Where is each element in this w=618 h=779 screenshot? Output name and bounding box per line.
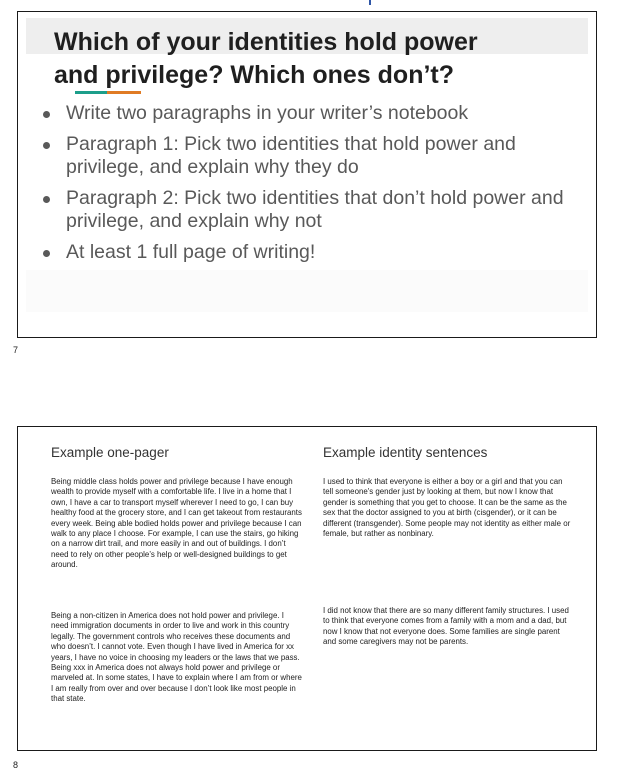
bullet-text: Paragraph 2: Pick two identities that don’t hold power and privilege, and explain why not bbox=[66, 187, 564, 232]
title-underline-teal bbox=[75, 91, 107, 94]
slide-7 bbox=[17, 11, 597, 338]
title-underline-orange bbox=[107, 91, 141, 94]
paragraph: I used to think that everyone is either a boy or a girl and that you can tell someone's gender just by looking at them, but now I know that gender is something that you get to choose. It can be the same as the sex that the doctor assigned to you at birth (cisgender), or it can be different (transgender). Some people may not identity as either male or female, but rather as nonbinary. bbox=[323, 477, 571, 539]
paragraph: Being middle class holds power and privilege because I have enough wealth to provide myself with a comfortable life. I live in a home that I own, I have a car to transport myself wherever I need to go, I can buy healthy food at the grocery store, and I can get takeout from restaurants every week. Being able bodied holds power and privilege because I can walk to any place I choose. For example, I can use the stairs, go hiking on a narrow dirt trail, and more easily in and out of buildings. I don’t need to rely on other people’s help or well-designed buildings to get around. bbox=[51, 477, 302, 570]
bullet-list bbox=[40, 102, 590, 272]
scroll-marker bbox=[369, 0, 371, 5]
bullet-text: Paragraph 1: Pick two identities that hold power and privilege, and explain why they do bbox=[66, 133, 516, 178]
page-number-7: 7 bbox=[13, 345, 19, 355]
bullet-icon bbox=[43, 250, 50, 257]
bullet-item bbox=[40, 187, 590, 233]
paragraph: I did not know that there are so many different family structures. I used to think that everyone comes from a family with a mom and a dad, but now I know that not everyone does. Some families are single parent and some caregivers may not be parents. bbox=[323, 606, 569, 647]
column-heading: Example identity sentences bbox=[323, 445, 488, 460]
bullet-icon bbox=[43, 111, 50, 118]
page-number-8: 8 bbox=[13, 760, 19, 770]
bullet-text: At least 1 full page of writing! bbox=[66, 241, 316, 263]
bullet-icon bbox=[43, 142, 50, 149]
bullet-item bbox=[40, 133, 590, 179]
column-heading: Example one-pager bbox=[51, 445, 169, 460]
slide-8 bbox=[17, 426, 597, 751]
bullet-item bbox=[40, 102, 590, 125]
bullet-icon bbox=[43, 196, 50, 203]
bullet-item bbox=[40, 241, 590, 264]
paragraph: Being a non-citizen in America does not hold power and privilege. I need immigration documents in order to live and work in this country legally. The government controls who receives these documents and who doesn’t. I cannot vote. Even though I have lived in America for xx years, I have no voice in choosing my leaders or the laws that we pass. Being xxx in America does not always hold power and privilege or marveled at. In some states, I have to explain where I am from or where I am really from over and over because I don’t look like most people in that state. bbox=[51, 611, 302, 704]
slide-title bbox=[54, 26, 574, 92]
bullet-text: Write two paragraphs in your writer’s notebook bbox=[66, 102, 469, 124]
bottom-band bbox=[26, 270, 588, 312]
slide-title-line-2: and privilege? Which ones don’t? bbox=[54, 61, 455, 89]
slide-title-line-1: Which of your identities hold power bbox=[54, 28, 478, 56]
